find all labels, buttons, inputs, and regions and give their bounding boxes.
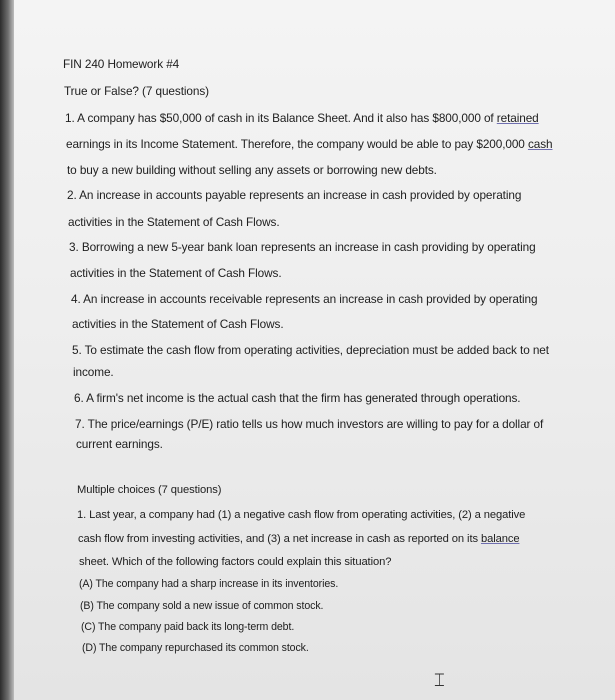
spellcheck-word-cash: cash xyxy=(527,137,553,151)
tf-question-7-line-1: 7. The price/earnings (P/E) ratio tells us how much investors are willing to pay for a dollar of xyxy=(75,417,544,431)
text-fragment: earnings in its Income Statement. Therefore, the company would be able to pay $200,000 xyxy=(66,137,528,151)
tf-question-5-line-2: income. xyxy=(73,365,114,379)
tf-question-3-line-1: 3. Borrowing a new 5-year bank loan represents an increase in cash providing by operating xyxy=(69,240,536,254)
mc-question-1-line-3: sheet. Which of the following factors could explain this situation? xyxy=(79,556,392,568)
tf-question-4-line-2: activities in the Statement of Cash Flows. xyxy=(72,317,284,331)
mc-question-1-line-1: 1. Last year, a company had (1) a negative cash flow from operating activities, (2) a negative xyxy=(77,509,526,521)
tf-question-6: 6. A firm's net income is the actual cash that the firm has generated through operations. xyxy=(74,391,521,405)
true-false-heading: True or False? (7 questions) xyxy=(64,84,209,98)
tf-question-5-line-1: 5. To estimate the cash flow from operating activities, depreciation must be added back to net xyxy=(72,343,549,357)
spellcheck-word-balance: balance xyxy=(480,533,520,545)
text-fragment: 1. A company has $50,000 of cash in its Balance Sheet. And it also has $800,000 of xyxy=(65,111,497,125)
multiple-choice-heading: Multiple choices (7 questions) xyxy=(77,484,222,496)
document-page xyxy=(14,0,615,700)
spellcheck-word-retained: retained xyxy=(496,111,539,125)
tf-question-4-line-1: 4. An increase in accounts receivable represents an increase in cash provided by operating xyxy=(71,292,538,306)
document-title: FIN 240 Homework #4 xyxy=(63,57,180,71)
tf-question-2-line-1: 2. An increase in accounts payable represents an increase in cash provided by operating xyxy=(67,188,522,202)
mc-question-1-line-2 xyxy=(78,533,519,545)
tf-question-2-line-2: activities in the Statement of Cash Flows. xyxy=(68,215,280,229)
mc-option-c: (C) The company paid back its long-term debt. xyxy=(81,621,295,633)
tf-question-1-line-1 xyxy=(65,111,539,125)
mc-option-b: (B) The company sold a new issue of common stock. xyxy=(80,600,324,612)
mc-option-a: (A) The company had a sharp increase in its inventories. xyxy=(79,578,339,590)
tf-question-3-line-2: activities in the Statement of Cash Flows. xyxy=(70,266,282,280)
mc-option-d: (D) The company repurchased its common stock. xyxy=(82,642,309,654)
text-cursor-icon: ⌶ xyxy=(434,670,445,691)
text-fragment: cash flow from investing activities, and (3) a net increase in cash as reported on its xyxy=(78,533,481,545)
tf-question-1-line-3: to buy a new building without selling any assets or borrowing new debts. xyxy=(67,163,437,177)
tf-question-7-line-2: current earnings. xyxy=(76,437,163,451)
tf-question-1-line-2 xyxy=(66,137,552,151)
